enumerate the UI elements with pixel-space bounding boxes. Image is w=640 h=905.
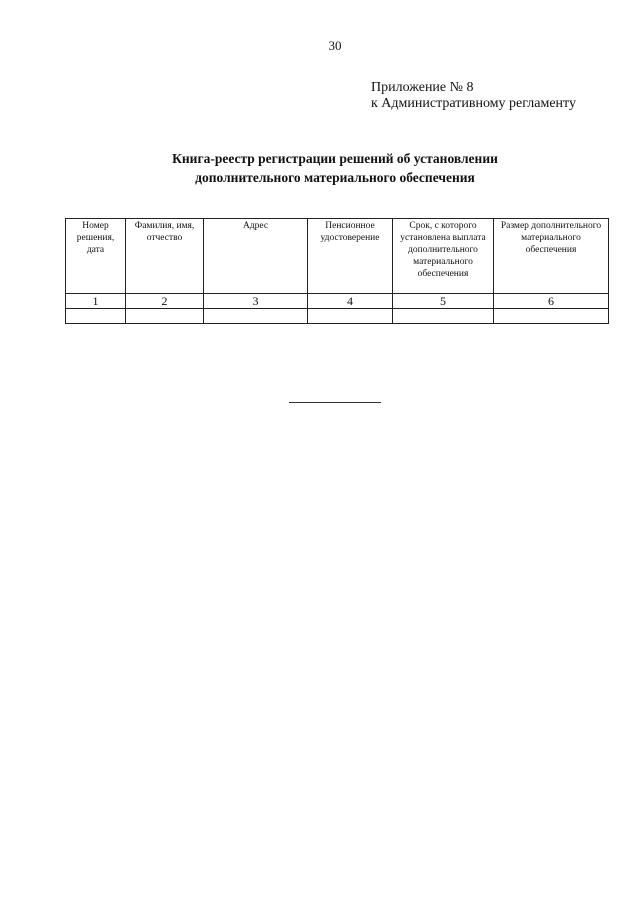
document-title [0,149,640,187]
header-pension-certificate: Пенсионное удостоверение [308,219,393,294]
appendix-number: Приложение № 8 [371,80,474,95]
empty-cell [308,309,393,324]
appendix-reference: к Административному регламенту [371,96,576,111]
header-payment-amount: Размер дополнительного материального обеспечения [494,219,609,294]
header-decision-number: Номер решения, дата [66,219,126,294]
document-title-line-1: Книга-реестр регистрации решений об установлении [172,151,498,166]
column-number: 4 [308,294,393,309]
column-number: 5 [393,294,494,309]
empty-cell [126,309,204,324]
column-number: 2 [126,294,204,309]
empty-cell [494,309,609,324]
registry-table [65,218,609,324]
empty-cell [204,309,308,324]
column-number-row [66,294,609,309]
table-header-row [66,219,609,294]
end-divider-line [289,402,381,403]
column-number: 6 [494,294,609,309]
header-payment-start-date: Срок, с которого установлена выплата дополнительного материального обеспечения [393,219,494,294]
column-number: 3 [204,294,308,309]
header-address: Адрес [204,219,308,294]
header-full-name: Фамилия, имя, отчество [126,219,204,294]
document-title-line-2: дополнительного материального обеспечения [195,170,475,185]
column-number: 1 [66,294,126,309]
appendix-note [371,80,576,112]
page-number: 30 [328,38,342,53]
empty-cell [66,309,126,324]
table-row [66,309,609,324]
empty-cell [393,309,494,324]
